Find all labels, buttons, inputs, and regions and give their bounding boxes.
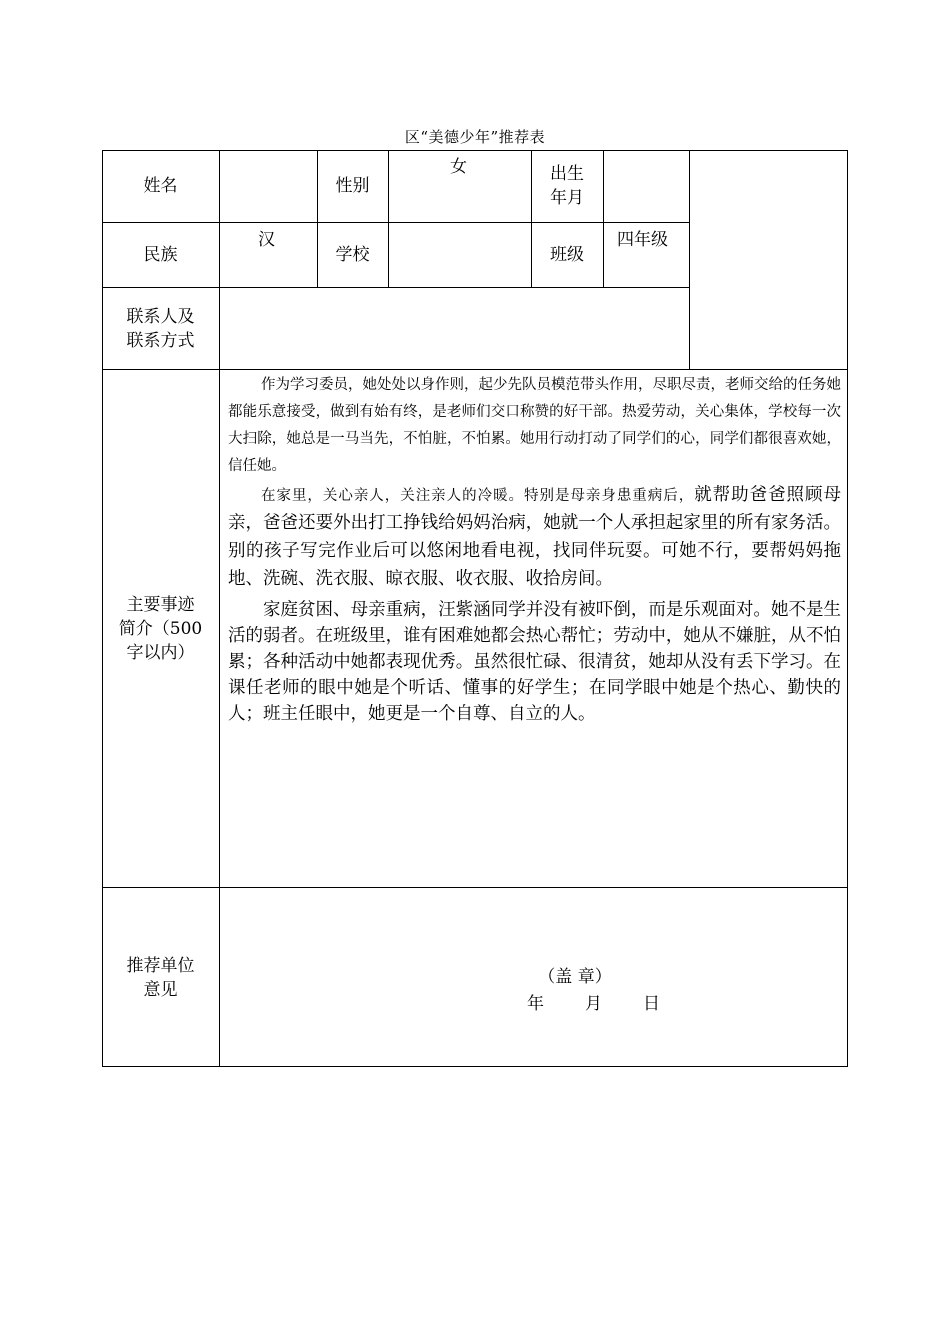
opinion-label-line-2: 意见 [143,980,178,1000]
birth-label-line-2: 年月 [550,188,584,208]
deeds-label [102,593,219,665]
deeds-label-line-1: 主要事迹 [126,595,195,615]
deeds-paragraph-2-part-1: 在家里，关心亲人，关注亲人的冷暖。特别是母亲身患重病后， [261,488,695,504]
table-border-right [847,150,848,1066]
deeds-paragraph-2-part-2: 就帮助爸爸照顾母亲，爸爸还要外出打工挣钱给妈妈治病，她就一个人承担起家里的所有家务活。别的孩子写完作业后可以悠闲地看电视，找同伴玩耍。可她不行，要帮妈妈拖地、洗碗、洗衣服、晾衣服、收衣服、收拾房间。 [228,485,842,589]
ethnicity-value: 汉 [258,230,275,250]
school-label: 学校 [335,245,370,265]
row-divider-2 [102,287,689,288]
seal-placeholder: （盖 章） [538,967,612,987]
contact-label-line-2: 联系方式 [126,331,195,351]
birth-label-line-1: 出生 [550,164,584,184]
gender-value: 女 [450,157,467,177]
table-border-bottom [102,1066,848,1067]
name-label: 姓名 [143,176,178,196]
contact-label [102,305,219,353]
deeds-paragraph-3: 家庭贫困、母亲重病，汪紫涵同学并没有被吓倒，而是乐观面对。她不是生活的弱者。在班级里，谁有困难她都会热心帮忙；劳动中，她从不嫌脏，从不怕累；各种活动中她都表现优秀。虽然很忙碌、很清贫，她却从没有丢下学习。在课任老师的眼中她是个听话、懂事的好学生；在同学眼中她是个热心、勤快的人；班主任眼中，她更是一个自尊、自立的人。 [228,600,841,724]
row-divider-3 [102,369,848,370]
row-divider-1 [102,222,689,223]
birth-label [531,162,603,210]
deeds-label-line-3: 字以内） [126,643,195,663]
deeds-paragraph-2 [228,482,841,594]
class-label: 班级 [550,245,584,265]
col-divider-3 [388,150,389,287]
date-month-label: 月 [585,994,602,1014]
row-divider-4 [102,887,848,888]
contact-label-line-1: 联系人及 [126,307,195,327]
date-day-label: 日 [643,994,660,1014]
label-column-divider [219,150,220,1066]
col-divider-5 [603,150,604,287]
deeds-content [228,372,841,727]
ethnicity-label: 民族 [143,245,178,265]
photo-area [690,151,847,369]
form-title: 区“美德少年”推荐表 [404,128,546,146]
gender-label: 性别 [335,176,370,196]
class-value: 四年级 [617,230,668,250]
opinion-label-line-1: 推荐单位 [126,956,195,976]
deeds-paragraph-1: 作为学习委员，她处处以身作则，起少先队员模范带头作用，尽职尽责，老师交给的任务她都能乐意接受，做到有始有终，是老师们交口称赞的好干部。热爱劳动，关心集体，学校每一次大扫除，她总是一马当先，不怕脏，不怕累。她用行动打动了同学们的心，同学们都很喜欢她，信任她。 [228,377,841,474]
deeds-label-line-2: 简介（500 [118,619,203,639]
date-year-label: 年 [527,994,544,1014]
